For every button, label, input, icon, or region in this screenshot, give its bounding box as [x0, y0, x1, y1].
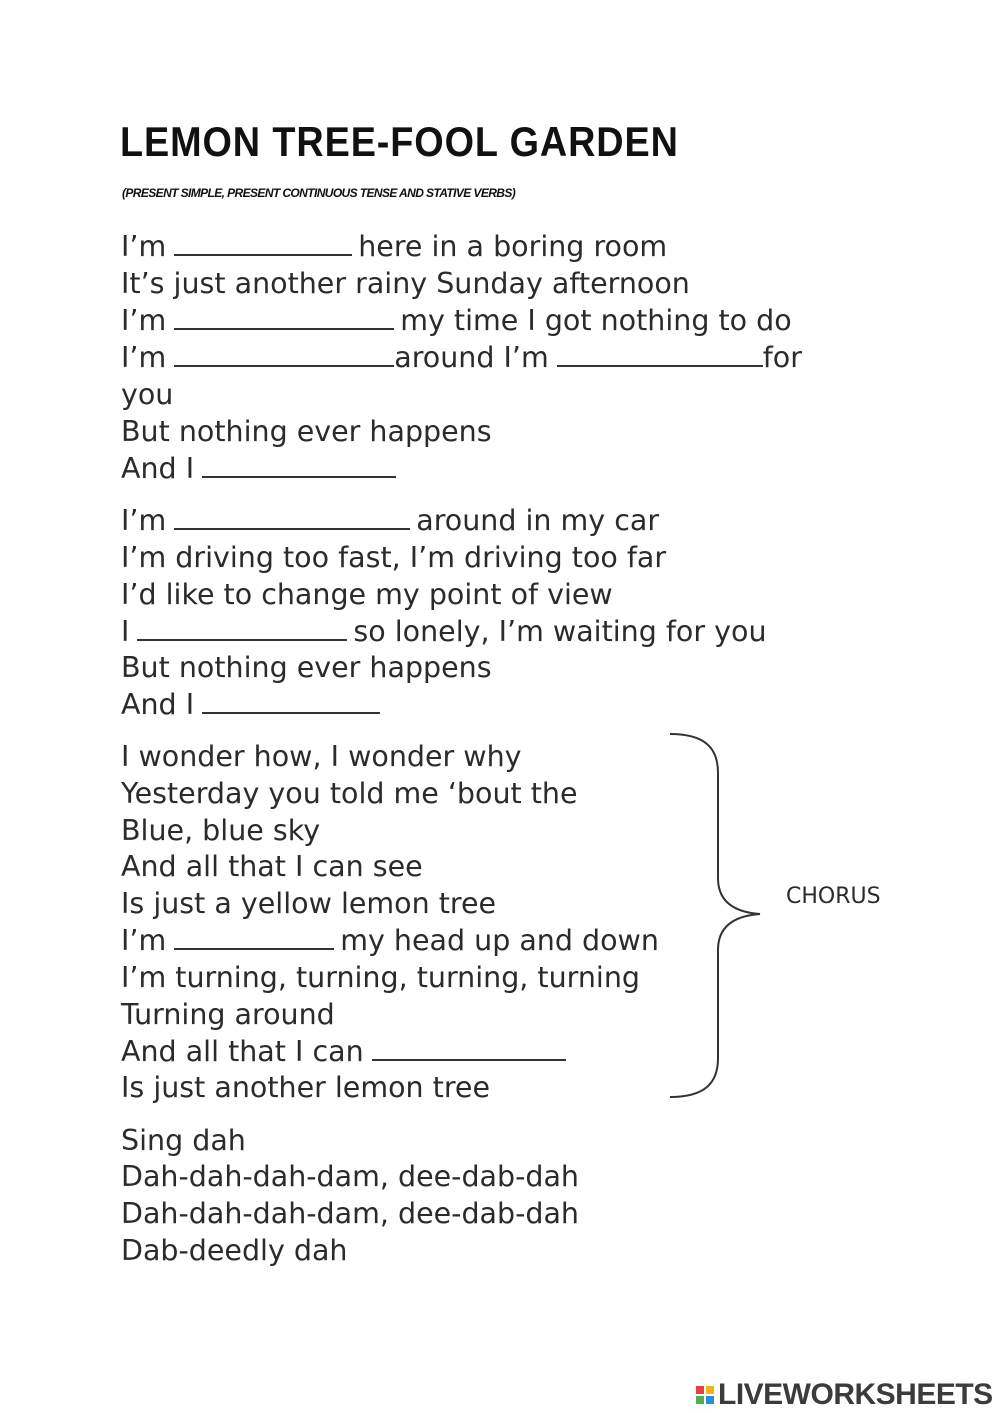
answer-blank[interactable] — [174, 926, 334, 950]
lyric-text: around I’m — [394, 341, 549, 374]
lyric-text: around in my car — [416, 504, 660, 537]
worksheet-title: LEMON TREE-FOOL GARDEN — [120, 118, 679, 165]
worksheet-subtitle: (PRESENT SIMPLE, PRESENT CONTINUOUS TENSE AND STATIVE VERBS) — [122, 186, 516, 200]
lyric-text: I’m — [121, 341, 167, 374]
answer-blank[interactable] — [202, 690, 380, 714]
answer-blank[interactable] — [557, 343, 763, 367]
lyric-line — [121, 341, 802, 375]
lyric-line: Sing dah — [121, 1124, 246, 1157]
lyric-line: Blue, blue sky — [121, 814, 321, 847]
lyric-text: my time I got nothing to do — [400, 304, 792, 337]
lyric-text: And all that I can — [121, 1035, 364, 1068]
lyric-text: here in a boring room — [358, 230, 668, 263]
answer-blank[interactable] — [202, 454, 396, 478]
lyric-text: I — [121, 615, 130, 648]
lyric-line: I’d like to change my point of view — [121, 578, 613, 611]
lyric-text: And I — [121, 688, 195, 721]
lyric-line: Dah-dah-dah-dam, dee-dab-dah — [121, 1197, 579, 1230]
answer-blank[interactable] — [174, 506, 410, 530]
answer-blank[interactable] — [137, 617, 347, 641]
lyric-line — [121, 924, 659, 958]
answer-blank[interactable] — [372, 1037, 566, 1061]
lyric-line: I wonder how, I wonder why — [121, 740, 522, 773]
lyric-line: Is just another lemon tree — [121, 1071, 490, 1104]
lyric-text: I’m — [121, 230, 167, 263]
lyric-line: But nothing ever happens — [121, 651, 492, 684]
lyric-line: Turning around — [121, 998, 335, 1031]
lyric-text: I’m — [121, 924, 167, 957]
lyric-text: for — [762, 341, 802, 374]
answer-blank[interactable] — [174, 343, 394, 367]
lyric-line: Yesterday you told me ‘bout the — [121, 777, 578, 810]
lyric-text: my head up and down — [340, 924, 659, 957]
brand-name: LIVEWORKSHEETS — [718, 1378, 993, 1411]
lyric-line: But nothing ever happens — [121, 415, 492, 448]
lyric-line — [121, 304, 792, 338]
chorus-brace — [660, 728, 770, 1103]
lyric-line: Dah-dah-dah-dam, dee-dab-dah — [121, 1160, 579, 1193]
lyric-line — [121, 615, 767, 649]
lyric-text: I’m — [121, 504, 167, 537]
chorus-label: CHORUS — [786, 884, 881, 909]
lyric-text: And I — [121, 452, 195, 485]
answer-blank[interactable] — [174, 232, 352, 256]
lyric-line: you — [121, 378, 174, 411]
logo-squares-icon — [696, 1386, 714, 1404]
lyric-line: Is just a yellow lemon tree — [121, 887, 497, 920]
lyric-line: It’s just another rainy Sunday afternoon — [121, 267, 690, 300]
lyric-line — [121, 452, 402, 486]
lyric-text: I’m — [121, 304, 167, 337]
lyric-line: I’m driving too fast, I’m driving too far — [121, 541, 667, 574]
lyric-line — [121, 504, 659, 538]
lyric-text: so lonely, I’m waiting for you — [353, 615, 767, 648]
lyric-line: And all that I can see — [121, 850, 423, 883]
lyric-line: Dab-deedly dah — [121, 1234, 348, 1267]
lyric-line — [121, 1035, 572, 1069]
lyric-line — [121, 688, 386, 722]
lyric-line: I’m turning, turning, turning, turning — [121, 961, 640, 994]
lyric-line — [121, 230, 667, 264]
answer-blank[interactable] — [174, 306, 394, 330]
liveworksheets-logo[interactable] — [696, 1378, 993, 1412]
